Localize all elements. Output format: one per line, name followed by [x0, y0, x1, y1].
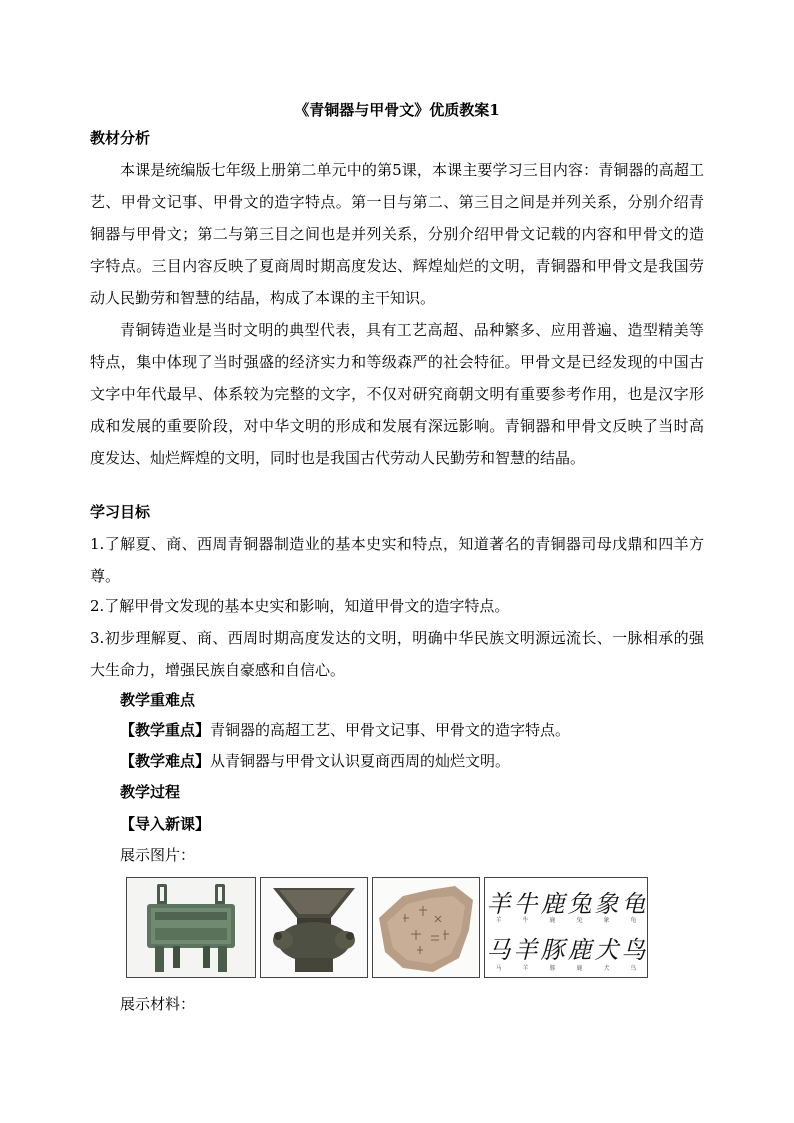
oracle-bone-image [372, 877, 480, 978]
bronze-zun-image [260, 877, 368, 978]
document-title: 《青铜器与甲骨文》优质教案1 [294, 101, 500, 119]
oracle-label-r1-2: 牛 [522, 917, 529, 924]
oracle-glyph-r2-6: 鸟 [621, 936, 646, 964]
oracle-script-chart-image [484, 877, 648, 978]
oracle-glyph-r1-3: 鹿 [540, 890, 565, 918]
oracle-label-r1-5: 象 [603, 917, 610, 924]
oracle-glyph-r1-1: 羊 [486, 890, 511, 918]
key-point-line [120, 718, 704, 742]
oracle-glyph-r2-1: 马 [486, 936, 511, 964]
heading-material-analysis: 教材分析 [90, 129, 151, 147]
oracle-glyph-r1-2: 牛 [513, 890, 538, 918]
key-point-label: 【教学重点】 [120, 721, 211, 739]
oracle-label-r1-6: 龟 [630, 917, 637, 924]
oracle-label-r2-6: 鸟 [630, 965, 637, 972]
oracle-glyph-r1-6: 龟 [621, 890, 646, 918]
paragraph-analysis-1: 本课是统编版七年级上册第二单元中的第5课，本课主要学习三目内容：青铜器的高超工艺、甲骨文记事、甲骨文的造字特点。第一目与第二、第三目之间是并列关系，分别介绍青铜器与甲骨文；第二与第三目之间也是并列关系，分别介绍甲骨文记载的内容和甲骨文的造字特点。三目内容反映了夏商周时期高度发达、辉煌灿烂的文明，青铜器和甲骨文是我国劳动人民勤劳和智慧的结晶，构成了本课的主干知识。 [90, 161, 704, 307]
goal-item-2: 2.了解甲骨文发现的基本史实和影响，知道甲骨文的造字特点。 [90, 597, 510, 615]
difficulty-label: 【教学难点】 [120, 752, 211, 770]
oracle-label-r2-5: 犬 [603, 965, 610, 972]
oracle-label-r2-3: 豚 [549, 965, 556, 972]
heading-learning-goals: 学习目标 [90, 503, 151, 521]
oracle-glyph-r1-4: 兔 [567, 890, 592, 918]
difficulty-text: 从青铜器与甲骨文认识夏商西周的灿烂文明。 [210, 752, 511, 770]
oracle-glyph-r2-3: 豚 [540, 936, 565, 964]
heading-key-points: 教学重难点 [120, 691, 196, 709]
oracle-label-r2-1: 马 [495, 965, 502, 972]
oracle-label-r1-4: 兔 [576, 917, 583, 924]
oracle-label-r2-4: 鹿 [576, 965, 583, 972]
oracle-label-r2-2: 羊 [522, 965, 529, 972]
show-material-label: 展示材料： [120, 995, 196, 1013]
bronze-ding-image [126, 877, 256, 978]
oracle-glyph-r2-5: 犬 [594, 936, 619, 964]
paragraph-analysis-2: 青铜铸造业是当时文明的典型代表，具有工艺高超、品种繁多、应用普遍、造型精美等特点，集中体现了当时强盛的经济实力和等级森严的社会特征。甲骨文是已经发现的中国古文字中年代最早、体系较为完整的文字，不仅对研究商朝文明有重要参考作用，也是汉字形成和发展的重要阶段，对中华文明的形成和发展有深远影响。青铜器和甲骨文反映了当时高度发达、灿烂辉煌的文明，同时也是我国古代劳动人民勤劳和智慧的结晶。 [90, 321, 704, 467]
oracle-glyph-r2-2: 羊 [513, 936, 538, 964]
oracle-label-r1-1: 羊 [495, 917, 502, 924]
heading-teaching-process: 教学过程 [120, 783, 181, 801]
heading-introduction: 【导入新课】 [120, 815, 211, 833]
oracle-glyph-r1-5: 象 [594, 890, 619, 918]
difficulty-line [120, 749, 704, 773]
show-images-label: 展示图片： [120, 846, 196, 864]
oracle-glyph-r2-4: 鹿 [567, 936, 592, 964]
goal-item-1: 1.了解夏、商、西周青铜器制造业的基本史实和特点，知道著名的青铜器司母戊鼎和四羊方尊。 [90, 535, 704, 585]
key-point-text: 青铜器的高超工艺、甲骨文记事、甲骨文的造字特点。 [210, 721, 571, 739]
oracle-label-r1-3: 鹿 [549, 917, 556, 924]
goal-item-3: 3.初步理解夏、商、西周时期高度发达的文明，明确中华民族文明源远流长、一脉相承的强大生命力，增强民族自豪感和自信心。 [90, 629, 704, 679]
